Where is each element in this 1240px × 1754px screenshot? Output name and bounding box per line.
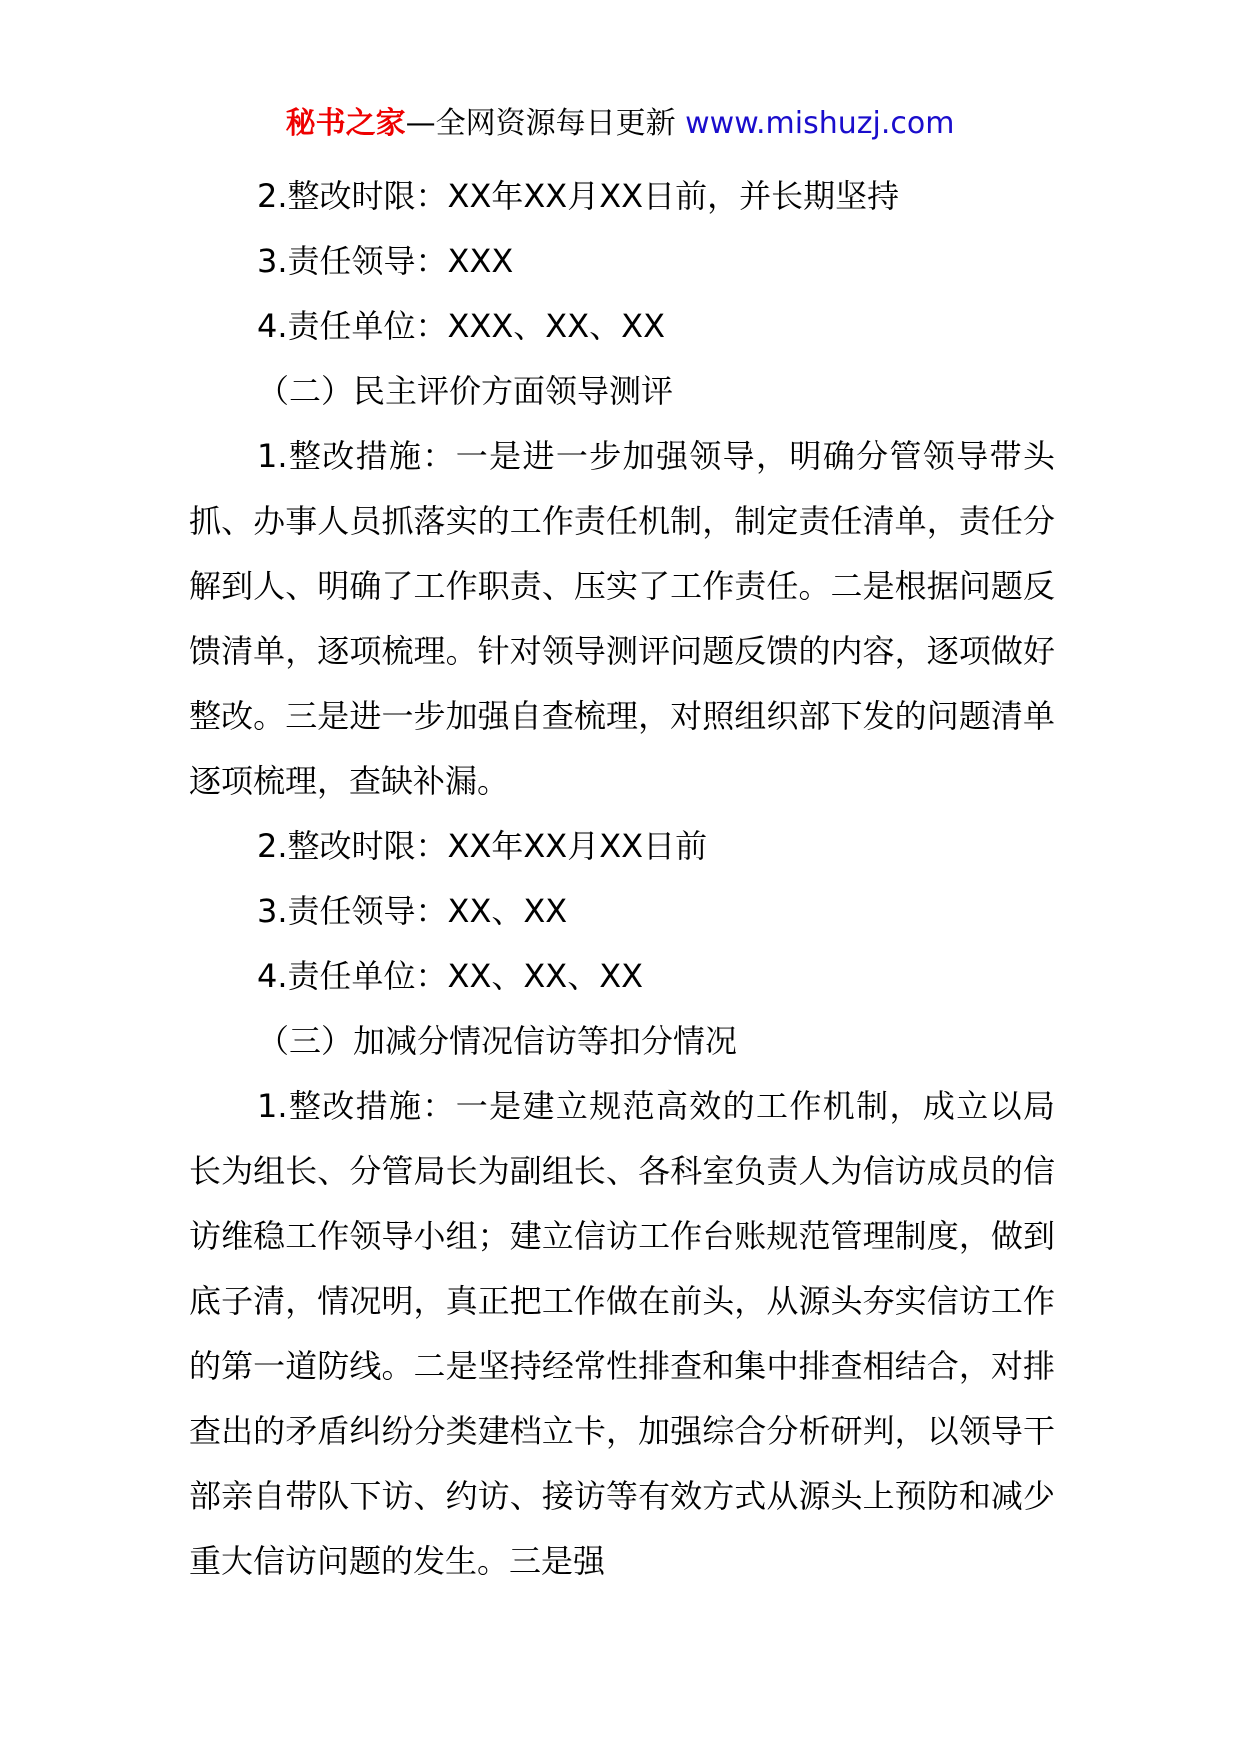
brand-name: 秘书之家 [285,106,406,141]
deadline-paragraph: 2.整改时限：XX年XX月XX日前，并长期坚持 [257,177,900,215]
responsible-unit-paragraph: 4.责任单位：XXX、XX、XX [257,307,665,345]
responsible-leader-paragraph: 3.责任领导：XXX [257,242,514,280]
measures-paragraph: 1.整改措施：一是建立规范高效的工作机制，成立以局长为组长、分管局长为副组长、各科室负责人为信访成员的信访维稳工作领导小组；建立信访工作台账规范管理制度，做到底子清，情况明，真正把工作做在前头，从源头夯实信访工作的第一道防线。二是坚持经常性排查和集中排查相结合，对排查出的矛盾纠纷分类建档立卡，加强综合分析研判，以领导干部亲自带队下访、约访、接访等有效方式从源头上预防和减少重大信访问题的发生。三是强 [189,1087,1055,1580]
section-heading: （三）加减分情况信访等扣分情况 [257,1022,738,1060]
site-header [0,102,1240,146]
header-tagline: —全网资源每日更新 [405,106,676,141]
deadline-paragraph: 2.整改时限：XX年XX月XX日前 [257,827,708,865]
measures-paragraph: 1.整改措施：一是进一步加强领导，明确分管领导带头抓、办事人员抓落实的工作责任机制，制定责任清单，责任分解到人、明确了工作职责、压实了工作责任。二是根据问题反馈清单，逐项梳理。针对领导测评问题反馈的内容，逐项做好整改。三是进一步加强自查梳理，对照组织部下发的问题清单逐项梳理，查缺补漏。 [189,437,1055,800]
responsible-unit-paragraph: 4.责任单位：XX、XX、XX [257,957,644,995]
section-heading: （二）民主评价方面领导测评 [257,372,674,410]
site-url-link[interactable]: www.mishuzj.com [685,106,955,141]
document-body [189,164,1055,1594]
responsible-leader-paragraph: 3.责任领导：XX、XX [257,892,568,930]
